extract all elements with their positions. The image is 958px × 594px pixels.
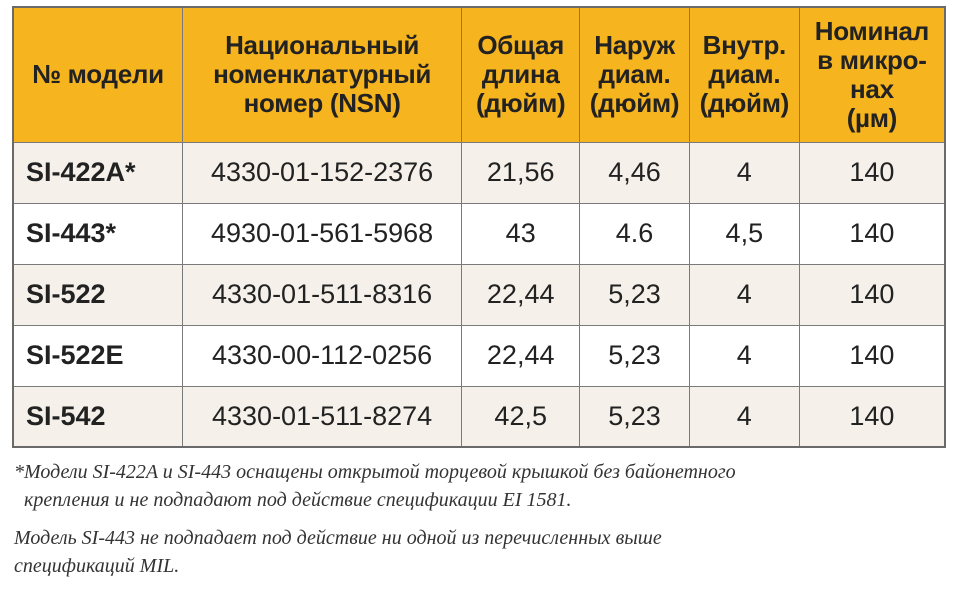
footnote-line: спецификаций MIL. (14, 555, 180, 577)
cell-micron: 140 (799, 142, 945, 203)
table-header-row (13, 7, 945, 142)
footnote-line: крепления и не подпадают под действие спецификации EI 1581. (24, 489, 572, 511)
header-outer-diameter: Наруж диам. (дюйм) (580, 7, 690, 142)
header-nominal-micron: Номинал в микро- нах (µм) (799, 7, 945, 142)
cell-nsn: 4330-00-112-0256 (182, 325, 461, 386)
footnotes (14, 458, 944, 580)
cell-length: 22,44 (462, 325, 580, 386)
header-overall-length: Общая длина (дюйм) (462, 7, 580, 142)
table-row (13, 325, 945, 386)
cell-outer-diameter: 5,23 (580, 264, 690, 325)
cell-inner-diameter: 4 (689, 386, 799, 447)
header-nsn: Национальный номенклатурный номер (NSN) (182, 7, 461, 142)
cell-outer-diameter: 4,46 (580, 142, 690, 203)
cell-model: SI-522E (13, 325, 182, 386)
cell-model: SI-422A* (13, 142, 182, 203)
cell-inner-diameter: 4,5 (689, 203, 799, 264)
cell-model: SI-443* (13, 203, 182, 264)
header-inner-diameter: Внутр. диам. (дюйм) (689, 7, 799, 142)
cell-inner-diameter: 4 (689, 325, 799, 386)
cell-model: SI-542 (13, 386, 182, 447)
table-row (13, 386, 945, 447)
cell-micron: 140 (799, 264, 945, 325)
footnote-open-end-cap (14, 458, 944, 514)
specifications-table (12, 6, 946, 448)
cell-length: 42,5 (462, 386, 580, 447)
cell-nsn: 4330-01-152-2376 (182, 142, 461, 203)
cell-nsn: 4930-01-561-5968 (182, 203, 461, 264)
cell-micron: 140 (799, 386, 945, 447)
table-row (13, 203, 945, 264)
cell-length: 43 (462, 203, 580, 264)
footnote-mil-spec (14, 524, 944, 580)
cell-outer-diameter: 5,23 (580, 325, 690, 386)
footnote-line: *Модели SI-422A и SI-443 оснащены открытой торцевой крышкой без байонетного (14, 461, 736, 483)
footnote-line: Модель SI-443 не подпадает под действие ни одной из перечисленных выше (14, 527, 662, 549)
cell-length: 21,56 (462, 142, 580, 203)
cell-outer-diameter: 4.6 (580, 203, 690, 264)
cell-model: SI-522 (13, 264, 182, 325)
cell-nsn: 4330-01-511-8316 (182, 264, 461, 325)
table-row (13, 264, 945, 325)
header-model-number: № модели (13, 7, 182, 142)
cell-nsn: 4330-01-511-8274 (182, 386, 461, 447)
cell-inner-diameter: 4 (689, 142, 799, 203)
cell-inner-diameter: 4 (689, 264, 799, 325)
cell-micron: 140 (799, 203, 945, 264)
cell-outer-diameter: 5,23 (580, 386, 690, 447)
table-row (13, 142, 945, 203)
cell-length: 22,44 (462, 264, 580, 325)
cell-micron: 140 (799, 325, 945, 386)
